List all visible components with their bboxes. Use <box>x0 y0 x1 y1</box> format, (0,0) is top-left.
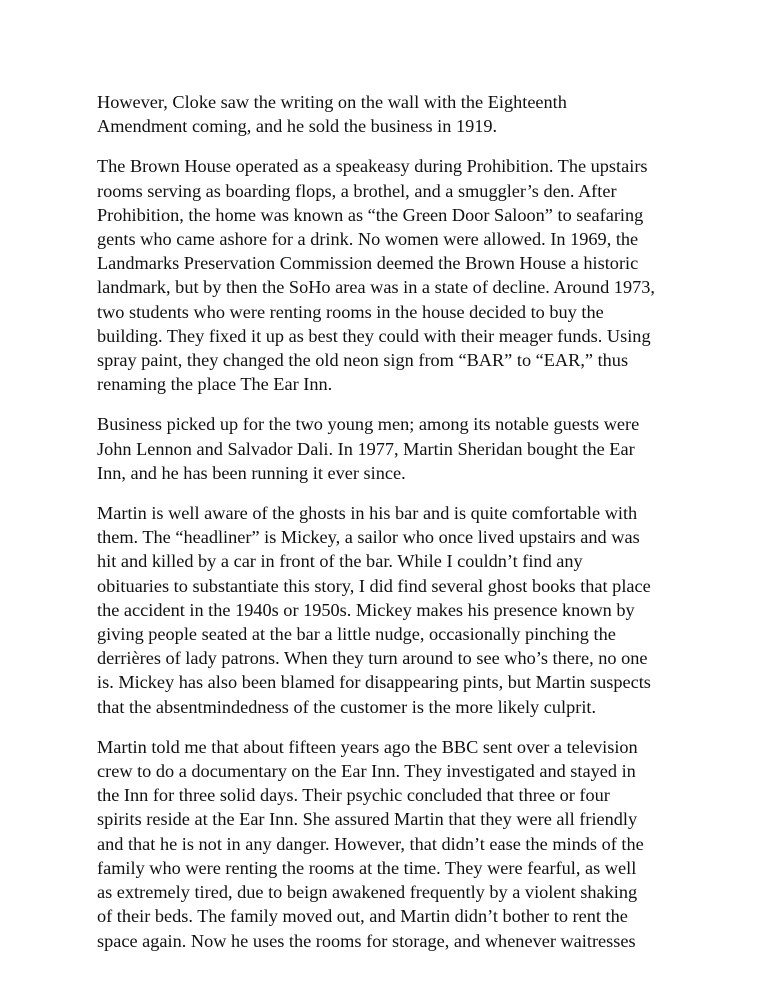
text-line: John Lennon and Salvador Dali. In 1977, Martin Sheridan bought the Ear <box>97 438 635 459</box>
text-line: obituaries to substantiate this story, I did find several ghost books that place <box>97 575 651 596</box>
text-line: family who were renting the rooms at the time. They were fearful, as well <box>97 857 637 878</box>
text-line: Landmarks Preservation Commission deemed the Brown House a historic <box>97 253 639 274</box>
text-line: Inn, and he has been running it ever since. <box>97 462 406 483</box>
text-line: renaming the place The Ear Inn. <box>97 374 333 395</box>
document-page <box>97 90 697 969</box>
text-line: them. The “headliner” is Mickey, a sailor who once lived upstairs and was <box>97 527 640 548</box>
text-line: Martin is well aware of the ghosts in his bar and is quite comfortable with <box>97 503 638 524</box>
text-line: gents who came ashore for a drink. No women were allowed. In 1969, the <box>97 229 639 250</box>
text-line: of their beds. The family moved out, and Martin didn’t bother to rent the <box>97 906 628 927</box>
text-line: as extremely tired, due to beign awakened frequently by a violent shaking <box>97 882 638 903</box>
text-line: crew to do a documentary on the Ear Inn. They investigated and stayed in <box>97 761 636 782</box>
text-line: However, Cloke saw the writing on the wall with the Eighteenth <box>97 92 567 112</box>
paragraph-1 <box>97 90 697 138</box>
paragraph-5 <box>97 735 697 953</box>
text-line: Prohibition, the home was known as “the Green Door Saloon” to seafaring <box>97 204 644 225</box>
text-line: spirits reside at the Ear Inn. She assured Martin that they were all friendly <box>97 809 638 830</box>
text-line: spray paint, they changed the old neon sign from “BAR” to “EAR,” thus <box>97 350 629 371</box>
text-line: that the absentmindedness of the customer is the more likely culprit. <box>97 696 597 717</box>
text-line: space again. Now he uses the rooms for storage, and whenever waitresses <box>97 930 636 951</box>
text-line: the Inn for three solid days. Their psychic concluded that three or four <box>97 785 610 806</box>
text-line: Amendment coming, and he sold the business in 1919. <box>97 116 498 137</box>
text-line: derrières of lady patrons. When they turn around to see who’s there, no one <box>97 648 648 669</box>
text-line: the accident in the 1940s or 1950s. Mickey makes his presence known by <box>97 599 635 620</box>
paragraph-4 <box>97 501 697 719</box>
text-line: The Brown House operated as a speakeasy during Prohibition. The upstairs <box>97 156 648 177</box>
text-line: giving people seated at the bar a little nudge, occasionally pinching the <box>97 624 616 645</box>
paragraph-2 <box>97 154 697 396</box>
text-line: Martin told me that about fifteen years ago the BBC sent over a television <box>97 736 638 757</box>
text-line: Business picked up for the two young men; among its notable guests were <box>97 414 640 435</box>
text-line: and that he is not in any danger. However, that didn’t ease the minds of the <box>97 833 644 854</box>
text-line: landmark, but by then the SoHo area was in a state of decline. Around 1973, <box>97 277 655 298</box>
text-line: is. Mickey has also been blamed for disappearing pints, but Martin suspects <box>97 672 651 693</box>
text-line: two students who were renting rooms in the house decided to buy the <box>97 301 604 322</box>
text-line: building. They fixed it up as best they could with their meager funds. Using <box>97 325 651 346</box>
text-line: rooms serving as boarding flops, a brothel, and a smuggler’s den. After <box>97 180 617 201</box>
text-line: hit and killed by a car in front of the bar. While I couldn’t find any <box>97 551 583 572</box>
paragraph-3 <box>97 412 697 485</box>
